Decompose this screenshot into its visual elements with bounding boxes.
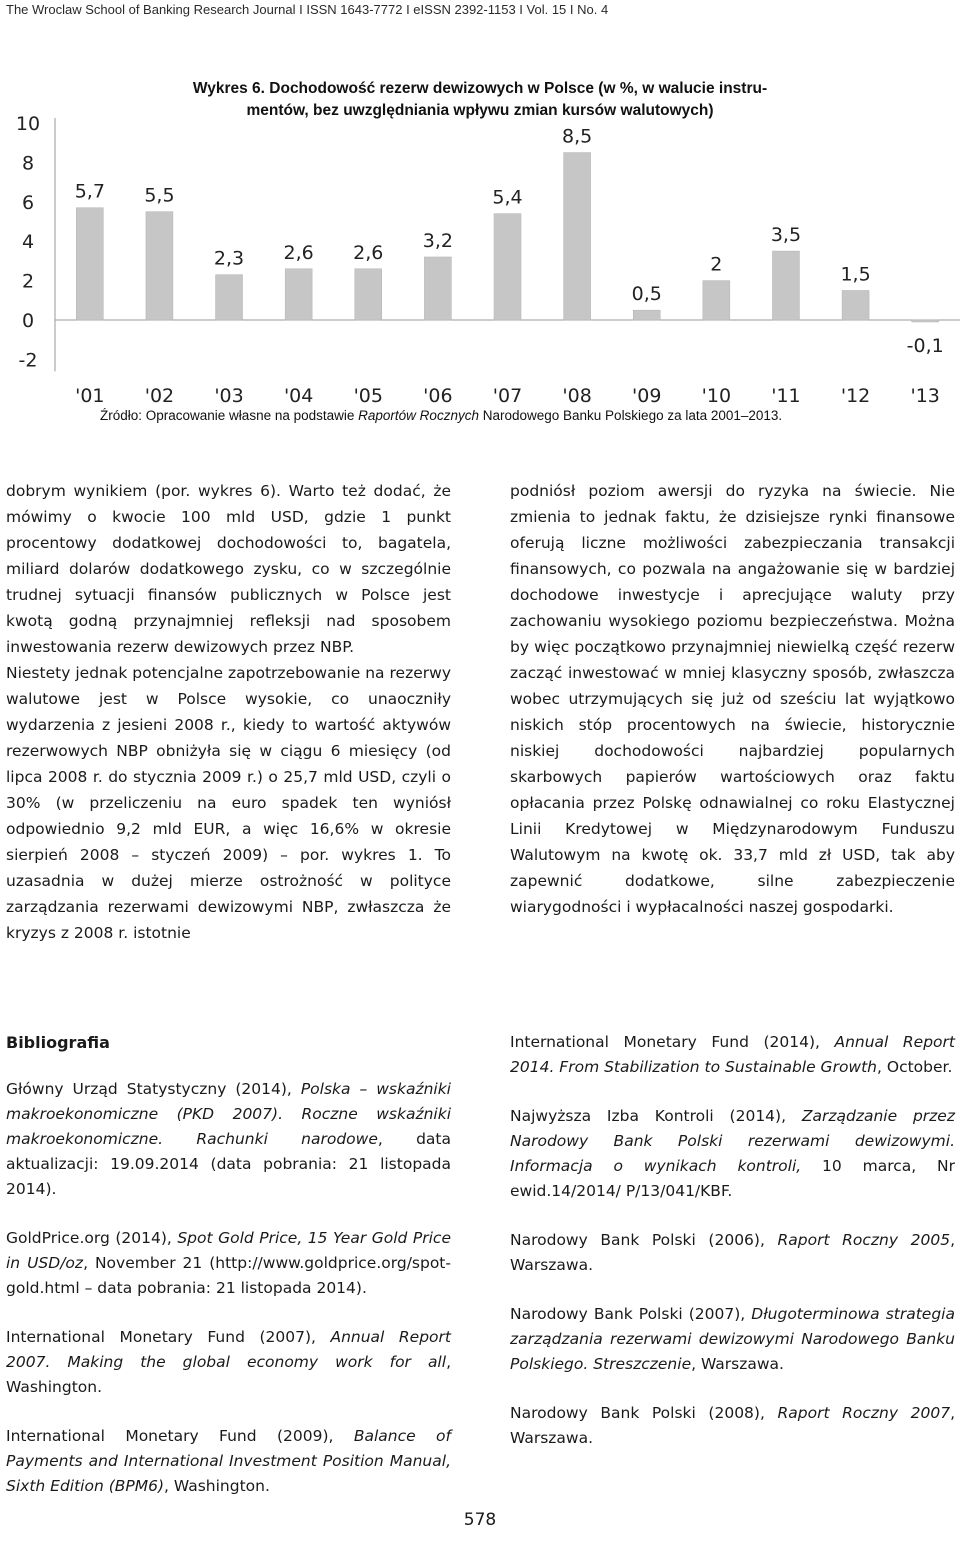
bar <box>912 320 939 322</box>
x-tick-label: '10 <box>701 385 732 407</box>
body-column-right <box>510 478 955 920</box>
bar-chart <box>0 110 960 410</box>
bibliography-left <box>6 1030 451 1523</box>
chart-source <box>100 408 920 423</box>
entry-details: , Washington. <box>6 1353 451 1396</box>
entry-details: , Washington. <box>164 1477 270 1495</box>
data-label: 2,6 <box>283 241 314 264</box>
bar <box>146 212 173 320</box>
entry-details: 10 marca, Nr ewid.14/2014/ P/13/041/KBF. <box>510 1157 955 1200</box>
entry-author: Główny Urząd Statystyczny (2014), <box>6 1080 301 1098</box>
bibliography-entry <box>6 1077 451 1202</box>
bibliography-entry <box>510 1030 955 1080</box>
data-label: 3,2 <box>422 229 453 252</box>
entry-author: GoldPrice.org (2014), <box>6 1229 178 1247</box>
body-paragraph: dobrym wynikiem (por. wykres 6). Warto też dodać, że mówimy o kwocie 100 mld USD, gdzie 1 punkt procentowy dodatkowej dochodowości to, bagatela, miliard dolarów dodatkowego zysku, co w szczególnie trudnej sytuacji finansów publicznych w Polsce jest kwotą godną przynajmniej refleksji nad sposobem inwestowania rezerw dewizowych przez NBP. <box>6 482 451 656</box>
data-label: 1,5 <box>840 263 871 286</box>
bibliography-entry <box>6 1226 451 1301</box>
y-tick-label: 6 <box>21 191 35 214</box>
bibliography-entry <box>510 1401 955 1451</box>
entry-title: Balance of Payments and International Investment Position Manual, Sixth Edition (BPM6) <box>6 1427 451 1495</box>
data-label: 2,6 <box>353 241 384 264</box>
entry-details: , Warszawa. <box>510 1231 955 1274</box>
entry-title: Annual Report 2014. From Stabilization to Sustainable Growth <box>510 1033 955 1076</box>
chart-title-line-1: Wykres 6. Dochodowość rezerw dewizowych w Polsce (w %, w walucie instru- <box>192 80 768 97</box>
entry-details: , November 21 (http://www.goldprice.org/spot-gold.html – data pobrania: 21 listopada 2014). <box>6 1254 451 1297</box>
entry-title: Raport Roczny 2007 <box>777 1404 951 1422</box>
body-paragraph: Niestety jednak potencjalne zapotrzebowanie na rezerwy walutowe jest w Polsce wysokie, co unaoczniły wydarzenia z jesieni 2008 r., kiedy to wartość aktywów rezerwowych NBP obniżyła się w ciągu 6 miesięcy (od lipca 2008 r. do stycznia 2009 r.) o 25,7 mld USD, czyli o 30% (w przeliczeniu na euro spadek ten wyniósł odpowiednio 9,2 mld EUR, a więc 16,6% w okresie sierpień 2008 – styczeń 2009) – por. wykres 1. To uzasadnia w dużej mierze ostrożność w polityce zarządzania rezerwami dewizowymi NBP, zwłaszcza że kryzys z 2008 r. istotnie <box>6 664 451 942</box>
data-label: 5,7 <box>74 180 105 203</box>
bibliography-entry <box>6 1424 451 1499</box>
entry-title: Długoterminowa strategia zarządzania rezerwami dewizowymi Narodowego Banku Polskiego. Streszczenie <box>510 1305 955 1373</box>
x-tick-label: '08 <box>562 385 592 407</box>
x-tick-label: '06 <box>423 385 453 407</box>
data-label: 5,4 <box>492 186 523 209</box>
bar <box>424 257 451 320</box>
data-label: 5,5 <box>144 184 175 207</box>
bar <box>842 290 869 320</box>
x-tick-label: '09 <box>632 385 662 407</box>
x-tick-label: '05 <box>353 385 383 407</box>
source-suffix: Narodowego Banku Polskiego za lata 2001–2013. <box>478 408 783 423</box>
x-tick-label: '07 <box>492 385 523 407</box>
x-tick-label: '01 <box>75 385 105 407</box>
data-label: 2,3 <box>213 247 245 270</box>
entry-title: Spot Gold Price, 15 Year Gold Price in USD/oz <box>6 1229 451 1272</box>
bar <box>703 281 730 320</box>
bar <box>76 208 103 320</box>
entry-title: Annual Report 2007. Making the global economy work for all <box>6 1328 451 1371</box>
bar <box>355 269 382 320</box>
body-paragraph: podniósł poziom awersji do ryzyka na świecie. Nie zmienia to jednak faktu, że dzisiejsze rynki finansowe oferują liczne możliwości zabezpieczania transakcji finansowych, co pozwala na angażowanie się w bardziej dochodowe inwestycje i aprecjujące waluty przy zachowaniu wysokiego poziomu bezpieczeństwa. Można by więc początkowo przynajmniej niewielką część rezerw zacząć inwestować w mniej klasyczny sposób, zwłaszcza wobec utrzymujących się już od sześciu lat wyjątkowo niskich stóp procentowych na świecie, historycznie niskiej dochodowości najbardziej popularnych skarbowych papierów wartościowych oraz faktu opłacania przez Polskę odnawialnej co roku Elastycznej Linii Kredytowej w Międzynarodowym Funduszu Walutowym na kwotę ok. 33,7 mld zł USD, tak aby zapewnić dodatkowe, silne zabezpieczenie wiarygodności i wypłacalności naszej gospodarki. <box>510 482 955 916</box>
y-tick-label: 4 <box>21 231 35 254</box>
y-tick-label: 8 <box>21 152 35 175</box>
bibliography-right <box>510 1030 955 1475</box>
x-tick-label: '03 <box>214 385 244 407</box>
y-tick-label: 0 <box>21 310 35 332</box>
data-label: 0,5 <box>631 283 662 306</box>
entry-details: , October. <box>877 1058 953 1076</box>
x-tick-label: '02 <box>144 385 175 407</box>
x-tick-label: '04 <box>283 385 314 407</box>
entry-author: Narodowy Bank Polski (2007), <box>510 1305 752 1323</box>
entry-details: , data aktualizacji: 19.09.2014 (data pobrania: 21 listopada 2014). <box>6 1130 451 1198</box>
data-label: 3,5 <box>770 224 802 247</box>
chart-title-line-2: mentów, bez uwzględniania wpływu zmian kursów walutowych) <box>246 102 714 119</box>
bar <box>564 153 591 320</box>
entry-author: Narodowy Bank Polski (2006), <box>510 1231 778 1249</box>
bar <box>772 251 799 320</box>
entry-author: Najwyższa Izba Kontroli (2014), <box>510 1107 802 1125</box>
entry-title: Raport Roczny 2005 <box>777 1231 951 1249</box>
source-prefix: Źródło: Opracowanie własne na podstawie <box>100 408 359 423</box>
bar <box>633 310 660 320</box>
data-label: -0,1 <box>906 335 944 357</box>
data-label: 2 <box>710 253 723 276</box>
journal-header: The Wroclaw School of Banking Research Journal I ISSN 1643-7772 I eISSN 2392-1153 I Vol. 15 I No. 4 <box>6 2 609 17</box>
entry-details: , Warszawa. <box>510 1404 955 1447</box>
bar <box>285 269 312 320</box>
entry-author: International Monetary Fund (2009), <box>6 1427 354 1445</box>
y-tick-label: 2 <box>21 270 35 293</box>
entry-title: Zarządzanie przez Narodowy Bank Polski rezerwami dewizowymi. Informacja o wynikach kontroli, <box>510 1107 955 1175</box>
x-tick-label: '13 <box>910 385 940 407</box>
bibliography-heading: Bibliografia <box>6 1033 110 1052</box>
entry-author: International Monetary Fund (2014), <box>510 1033 835 1051</box>
entry-details: , Warszawa. <box>691 1355 784 1373</box>
entry-author: International Monetary Fund (2007), <box>6 1328 331 1346</box>
bibliography-entry <box>6 1325 451 1400</box>
entry-author: Narodowy Bank Polski (2008), <box>510 1404 778 1422</box>
bar <box>216 275 243 320</box>
source-italic: Raportów Rocznych <box>358 408 479 423</box>
y-tick-label: -2 <box>18 349 38 372</box>
x-tick-label: '11 <box>771 385 801 407</box>
bibliography-entry <box>510 1104 955 1204</box>
bibliography-entry <box>510 1228 955 1278</box>
page-number: 578 <box>463 1510 497 1530</box>
data-label: 8,5 <box>562 125 593 148</box>
bibliography-entry <box>510 1302 955 1377</box>
body-column-left <box>6 478 451 946</box>
bar <box>494 214 521 320</box>
x-tick-label: '12 <box>840 385 871 407</box>
entry-title: Polska – wskaźniki makroekonomiczne (PKD 2007). Roczne wskaźniki makroekonomiczne. Rachunki narodowe <box>6 1080 451 1148</box>
y-tick-label: 10 <box>15 113 41 135</box>
